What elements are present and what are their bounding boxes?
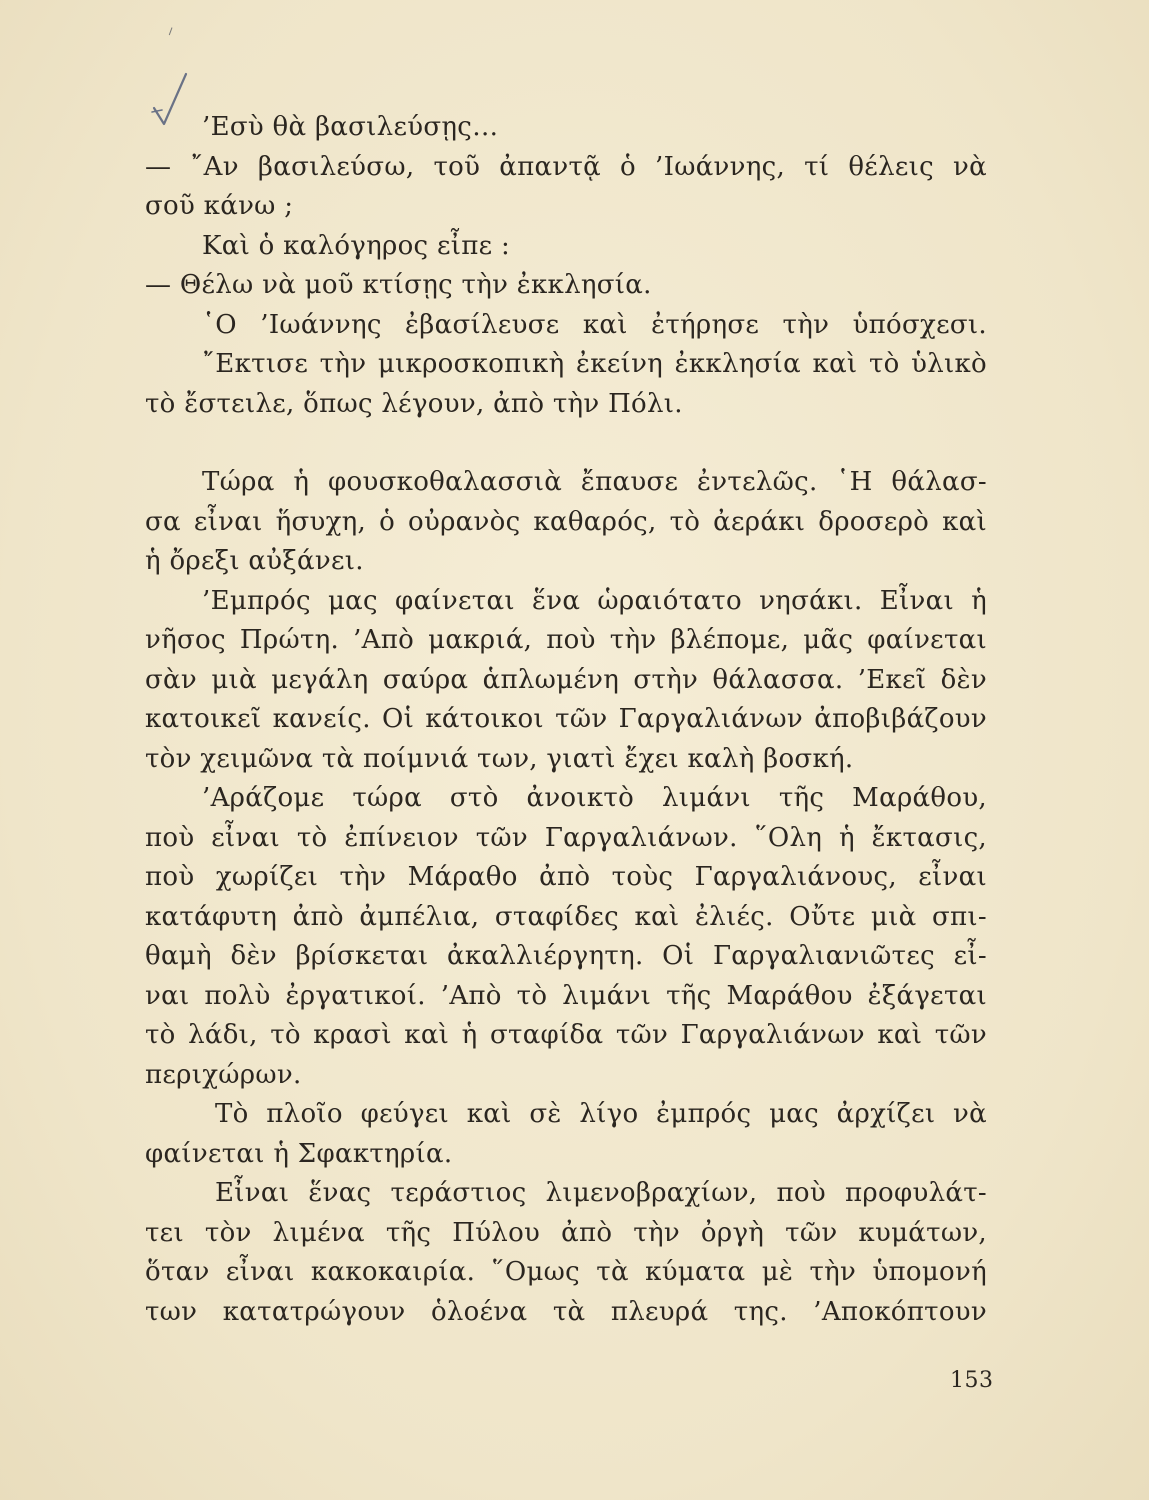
text-line: — ῎Αν βασιλεύσω, τοῦ ἀπαντᾷ ὁ ’Ιωάννης, τί θέλεις νὰ	[145, 151, 987, 182]
text-line: τὸν χειμῶνα τὰ ποίμνιά των, γιατὶ ἔχει καλὴ βοσκή.	[145, 743, 854, 774]
text-line: ῎Εκτισε τὴν μικροσκοπικὴ ἐκείνη ἐκκλησία καὶ τὸ ὑλικὸ	[202, 349, 987, 379]
text-line: ὅταν εἶναι κακοκαιρία. ῞Ομως τὰ κύματα μὲ τὴν ὑπομονή	[145, 1257, 987, 1287]
text-line: των κατατρώγουν ὁλοένα τὰ πλευρά της. ’Αποκόπτουν	[145, 1296, 987, 1327]
text-line: τει τὸν λιμένα τῆς Πύλου ἀπὸ τὴν ὀργὴ τῶν κυμάτων,	[145, 1217, 987, 1248]
paragraph-gap	[145, 424, 987, 463]
pencil-dot	[169, 27, 176, 36]
text-line: περιχώρων.	[145, 1059, 302, 1090]
text-line: τὸ λάδι, τὸ κρασὶ καὶ ἡ σταφίδα τῶν Γαργαλιάνων καὶ τῶν	[145, 1020, 987, 1050]
text-line: σὰν μιὰ μεγάλη σαύρα ἁπλωμένη στὴν θάλασσα. ’Εκεῖ δὲν	[145, 664, 987, 695]
text-line: Καὶ ὁ καλόγηρος εἶπε :	[202, 230, 511, 261]
text-line: ναι πολὺ ἐργατικοί. ’Απὸ τὸ λιμάνι τῆς Μαράθου ἐξάγεται	[145, 980, 987, 1011]
text-line: ’Αράζομε τώρα στὸ ἀνοικτὸ λιμάνι τῆς Μαράθου,	[202, 783, 987, 813]
text-line: ’Εμπρός μας φαίνεται ἕνα ὡραιότατο νησάκι. Εἶναι ἡ	[202, 585, 987, 616]
text-line: Τὸ πλοῖο φεύγει καὶ σὲ λίγο ἐμπρός μας ἀρχίζει νὰ	[215, 1099, 987, 1129]
body-text	[145, 108, 987, 1332]
text-line: σοῦ κάνω ;	[145, 191, 294, 221]
text-line: νῆσος Πρώτη. ’Απὸ μακριά, ποὺ τὴν βλέπομε, μᾶς φαίνεται	[145, 625, 987, 655]
text-line: — Θέλω νὰ μοῦ κτίσῃς τὴν ἐκκλησία.	[145, 270, 652, 300]
text-line: Τώρα ἡ φουσκοθαλασσιὰ ἔπαυσε ἐντελῶς. ῾Η θάλασ-	[202, 467, 987, 497]
text-line: κατάφυτη ἀπὸ ἀμπέλια, σταφίδες καὶ ἐλιές. Οὔτε μιὰ σπι-	[145, 901, 987, 932]
text-line: τὸ ἔστειλε, ὅπως λέγουν, ἀπὸ τὴν Πόλι.	[145, 388, 683, 419]
text-line: ποὺ εἶναι τὸ ἐπίνειον τῶν Γαργαλιάνων. ῞Ολη ἡ ἔκτασις,	[145, 822, 987, 853]
text-line: θαμὴ δὲν βρίσκεται ἀκαλλιέργητη. Οἱ Γαργαλιανιῶτες εἶ-	[145, 941, 987, 971]
text-line: σα εἶναι ἥσυχη, ὁ οὐρανὸς καθαρός, τὸ ἀεράκι δροσερὸ καὶ	[145, 506, 987, 537]
text-line: ῾Ο ’Ιωάννης ἐβασίλευσε καὶ ἐτήρησε τὴν ὑπόσχεσι.	[202, 309, 987, 340]
text-line: ποὺ χωρίζει τὴν Μάραθο ἀπὸ τοὺς Γαργαλιάνους, εἶναι	[145, 862, 987, 892]
text-line: Εἶναι ἕνας τεράστιος λιμενοβραχίων, ποὺ προφυλάτ-	[215, 1178, 987, 1208]
text-line: ’Εσὺ θὰ βασιλεύσῃς…	[202, 112, 499, 142]
text-line: ἡ ὄρεξι αὐξάνει.	[145, 546, 364, 576]
text-line: φαίνεται ἡ Σφακτηρία.	[145, 1138, 453, 1169]
page-number: 153	[950, 1368, 994, 1393]
text-line: κατοικεῖ κανείς. Οἱ κάτοικοι τῶν Γαργαλιάνων ἀποβιβάζουν	[145, 704, 987, 734]
